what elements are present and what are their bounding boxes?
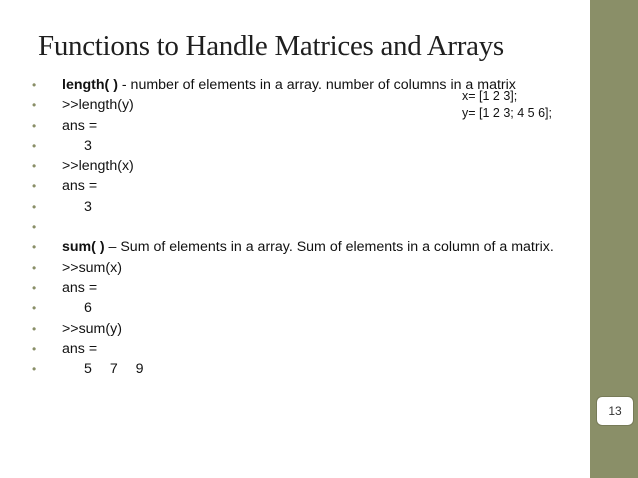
bullet-text: - number of elements in a array. number of columns in a matrix <box>117 77 516 93</box>
bullet-list <box>32 77 572 381</box>
bullet-item <box>32 239 572 256</box>
bullet-item <box>32 138 572 155</box>
bullet-item <box>32 300 572 317</box>
bullet-text: >>sum(x) <box>62 259 122 276</box>
bullet-dot-icon: • <box>32 118 37 133</box>
bullet-dot-icon: • <box>32 321 37 336</box>
bullet-dot-icon: • <box>32 199 37 214</box>
bullet-dot-icon: • <box>32 341 37 356</box>
bullet-text: >>sum(y) <box>62 320 122 337</box>
bullet-dot-icon: • <box>32 280 37 295</box>
bullet-text: 3 <box>84 198 92 215</box>
bullet-text: ans = <box>62 178 98 195</box>
bullet-dot-icon: • <box>32 220 37 235</box>
bullet-text: 6 <box>84 300 92 317</box>
bullet-item <box>32 361 572 378</box>
bullet-text: >>length(x) <box>62 158 134 175</box>
bullet-text: 5 7 9 <box>84 361 144 378</box>
bullet-item <box>32 280 572 297</box>
bullet-item <box>32 341 572 358</box>
bullet-dot-icon: • <box>32 78 37 92</box>
bullet-item <box>32 260 572 277</box>
note-line-x: x= [1 2 3]; <box>462 89 518 103</box>
bullet-dot-icon: • <box>32 138 37 153</box>
variable-note <box>462 88 552 122</box>
note-line-y: y= [1 2 3; 4 5 6]; <box>462 106 552 120</box>
bullet-text: ans = <box>62 117 98 134</box>
slide-title: Functions to Handle Matrices and Arrays <box>38 30 504 62</box>
bullet-dot-icon: • <box>32 301 37 316</box>
bullet-text: ans = <box>62 279 98 296</box>
bullet-text: >>length(y) <box>62 97 134 114</box>
bullet-dot-icon: • <box>32 179 37 194</box>
function-name: length( ) <box>62 77 118 93</box>
bullet-text: – Sum of elements in a array. Sum of elements in a column of a matrix. <box>104 239 554 256</box>
bullet-dot-icon: • <box>32 362 37 377</box>
function-name: sum( ) <box>62 239 105 256</box>
bullet-item <box>32 178 572 195</box>
bullet-item <box>32 321 572 338</box>
bullet-dot-icon: • <box>32 240 37 255</box>
bullet-item <box>32 199 572 216</box>
bullet-text: ans = <box>62 340 98 357</box>
bullet-text: 3 <box>84 137 92 154</box>
bullet-text <box>62 219 66 235</box>
bullet-item <box>32 219 572 236</box>
bullet-dot-icon: • <box>32 98 37 113</box>
bullet-item <box>32 158 572 175</box>
bullet-dot-icon: • <box>32 260 37 275</box>
page-number: 13 <box>596 396 634 426</box>
bullet-dot-icon: • <box>32 159 37 174</box>
